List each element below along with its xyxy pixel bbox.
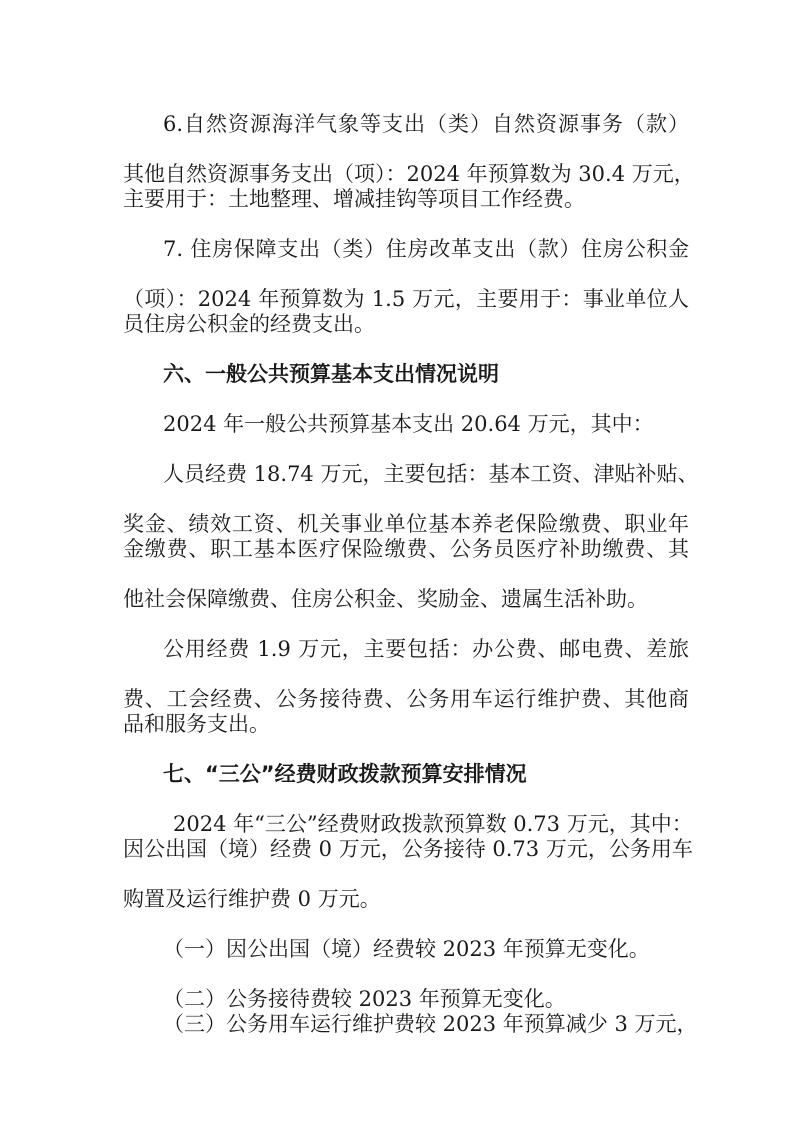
public-line1: 公用经费 1.9 万元，主要包括：办公费、邮电费、差旅	[163, 637, 689, 661]
section7-item-3: （三）公务用车运行维护费较 2023 年预算减少 3 万元，	[163, 1012, 698, 1036]
section7-heading: 七、“三公”经费财政拨款预算安排情况	[163, 762, 527, 786]
public-line2: 费、工会经费、公务接待费、公务用车运行维护费、其他商	[123, 687, 689, 711]
personnel-line4: 他社会保障缴费、住房公积金、奖励金、遗属生活补助。	[123, 587, 648, 611]
section7-summary-line2: 因公出国（境）经费 0 万元，公务接待 0.73 万元，公务用车	[123, 837, 693, 861]
section7-summary-line1: 2024 年“三公”经费财政拨款预算数 0.73 万元，其中：	[173, 812, 693, 836]
personnel-line1: 人员经费 18.74 万元，主要包括：基本工资、津贴补贴、	[163, 462, 699, 486]
section7-item-1: （一）因公出国（境）经费较 2023 年预算无变化。	[163, 937, 650, 961]
public-line3: 品和服务支出。	[123, 712, 270, 736]
section6-heading: 六、一般公共预算基本支出情况说明	[163, 362, 499, 386]
item7-line3: 员住房公积金的经费支出。	[123, 312, 375, 336]
section7-summary-line3: 购置及运行维护费 0 万元。	[123, 887, 381, 911]
item7-line1: 7. 住房保障支出（类）住房改革支出（款）住房公积金	[163, 237, 689, 261]
item7-line2: （项）：2024 年预算数为 1.5 万元，主要用于：事业单位人	[123, 287, 689, 311]
section7-item-2: （二）公务接待费较 2023 年预算无变化。	[163, 987, 566, 1011]
section6-summary: 2024 年一般公共预算基本支出 20.64 万元，其中：	[163, 412, 654, 436]
item6-line1: 6.自然资源海洋气象等支出（类）自然资源事务（款）	[163, 112, 689, 136]
personnel-line3: 金缴费、职工基本医疗保险缴费、公务员医疗补助缴费、其	[123, 537, 689, 561]
item6-line3: 主要用于：土地整理、增减挂钩等项目工作经费。	[123, 187, 585, 211]
item6-line2: 其他自然资源事务支出（项）：2024 年预算数为 30.4 万元，	[123, 162, 695, 186]
personnel-line2: 奖金、绩效工资、机关事业单位基本养老保险缴费、职业年	[123, 512, 689, 536]
